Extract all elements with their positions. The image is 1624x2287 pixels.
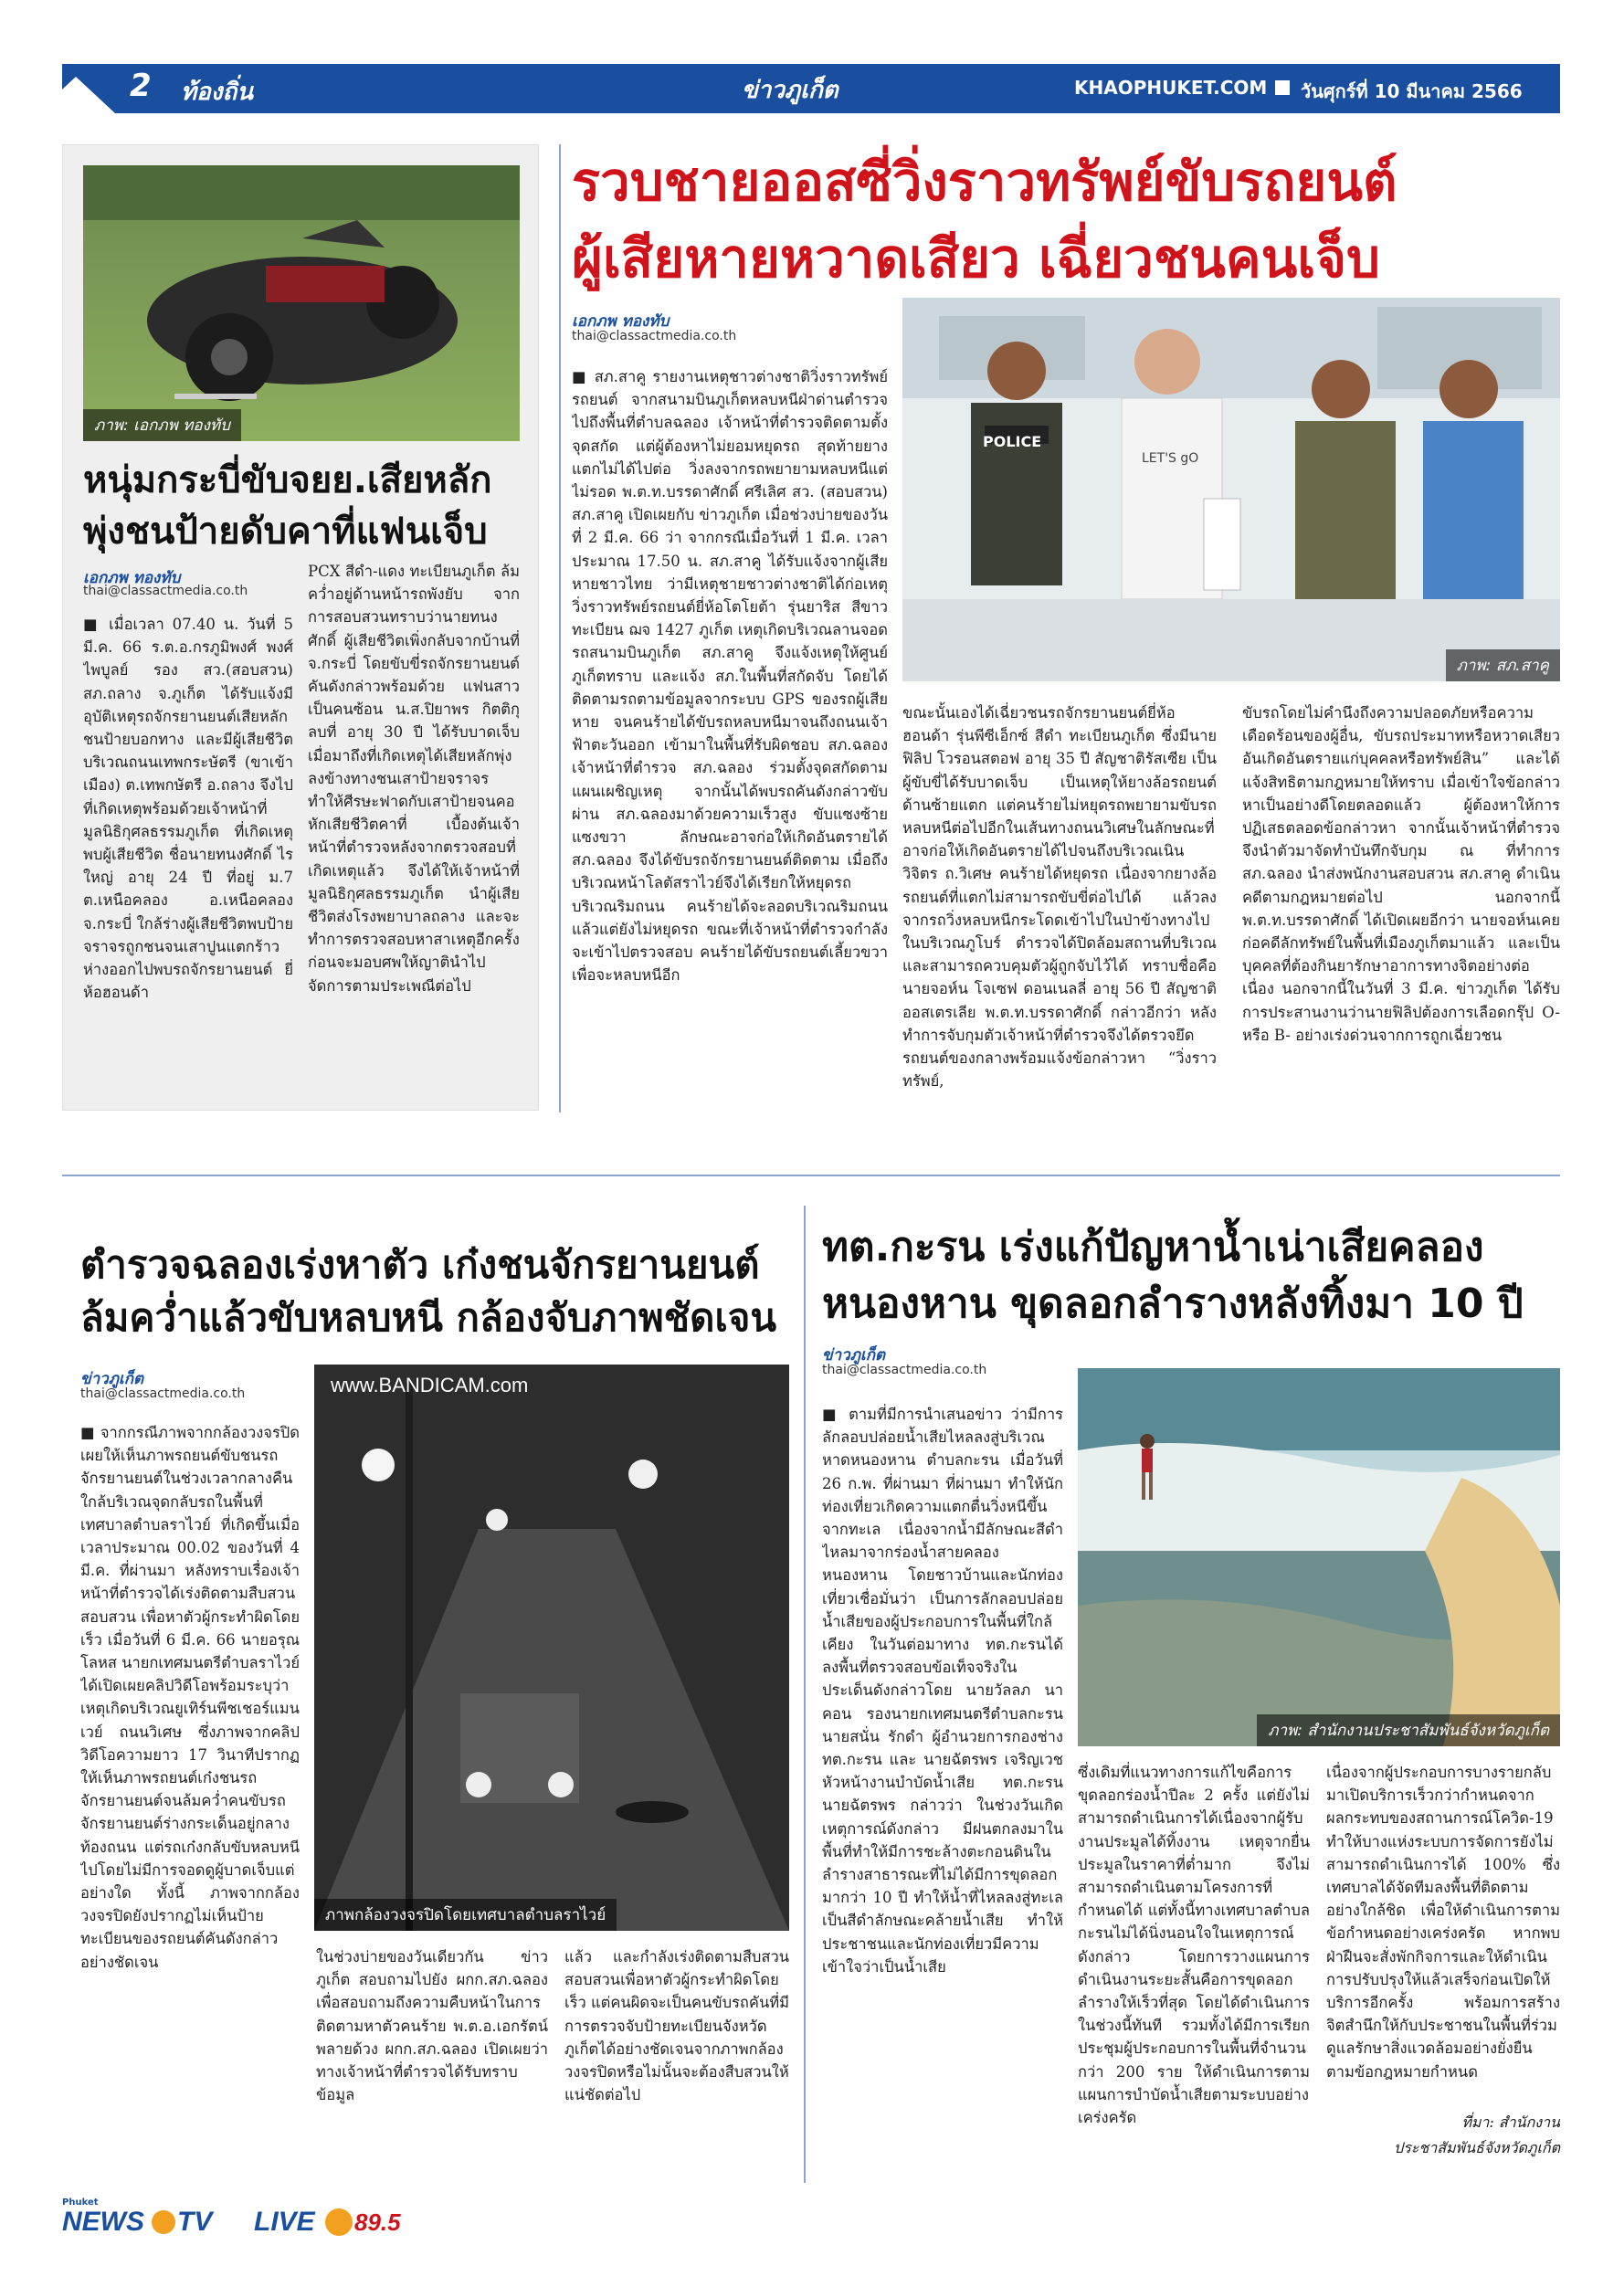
logo-live: LIVE [254,2207,315,2237]
page-number: 2 [130,68,152,104]
column-divider [804,1206,806,2183]
corner-logo-icon [62,64,115,113]
cctv-col-2: ในช่วงบ่ายของวันเดียวกัน ข่าวภูเก็ต สอบถามไปยัง ผกก.สภ.ฉลอง เพื่อสอบถามถึงความคืบหน้าในการติดตามหาตัวคนร้าย พ.ต.อ.เอกรัตน์ พลายด้วง ผกก.สภ.ฉลอง เปิดเผยว่า ทางเจ้าหน้าที่ตำรวจได้รับทราบข้อมูล [316,1948,548,2104]
section-divider [62,1175,1560,1176]
photo-caption: ภาพ: สำนักงานประชาสัมพันธ์จังหวัดภูเก็ต [1257,1714,1560,1746]
main-col-3: ขับรถโดยไม่คำนึงถึงความปลอดภัยหรือความเดือดร้อนของผู้อื่น, ขับรถประมาทหรือหวาดเสียวอันเกิดอันตรายแก่บุคคลหรือทรัพย์สิน” และได้แจ้งสิทธิตามกฎหมายให้ทราบ เมื่อเข้าใจข้อกล่าวหาเป็นอย่างดีโดยตลอดแล้ว ผู้ต้องหาให้การปฏิเสธตลอดข้อกล่าวหา จากนั้นเจ้าหน้าที่ตำรวจ จึงนำตัวมาจัดทำบันทึกจับกุม ณ ที่ทำการ สภ.ฉลอง นำส่งพนักงานสอบสวน สภ.สาคู ดำเนินคดีตามกฎหมายต่อไป นอกจากนี้ พ.ต.ท.บรรดาศักดิ์ ได้เปิดเผยอีกว่า นายจอห์นเคยก่อคดีลักทรัพย์ในพื้นที่เมืองภูเก็ตมาแล้ว และเป็นบุคคลที่ต้องกินยารักษาอาการทางจิตอย่างต่อเนื่อง นอกจากนี้ในวันที่ 3 มี.ค. ข่าวภูเก็ต ได้รับการประสานงานว่านายฟิลิปต้องการเลือดกรุ๊ป O- หรือ B- อย่างเร่งด่วนจากการถูกเฉี่ยวชน [1242,704,1560,1044]
side-story-email: thai@classactmedia.co.th [83,584,248,598]
main-headline-1: รวบชายออสซี่วิ่งราวทรัพย์ขับรถยนต์ [572,151,1397,213]
side-story-col-2: PCX สีดำ-แดง ทะเบียนภูเก็ต ล้มคว่ำอยู่ด้านหน้ารถพังยับ จากการสอบสวนทราบว่านายทนงศักดิ์ ผู้เสียชีวิตเพิ่งกลับจากบ้านที่ จ.กระบี่ โดยขับขี่รถจักรยานยนต์คันดังกล่าวพร้อมด้วย แฟนสาวเป็นคนซ้อน น.ส.ปิยาพร กิตติกุลบที่ อายุ 30 ปี ได้รับบาดเจ็บ เมื่อมาถึงที่เกิดเหตุได้เสียหลักพุ่งลงข้างทางชนเสาป้ายจราจร ทำให้ศีรษะฟาดกับเสาป้ายจนคอหักเสียชีวิตคาที่ เบื้องต้นเจ้าหน้าที่ตำรวจหลังจากตรวจสอบที่เกิดเหตุแล้ว จึงได้ให้เจ้าหน้าที่มูลนิธิกุศลธรรมภูเก็ต นำผู้เสียชีวิตส่งโรงพยาบาลถลาง และจะทำการตรวจสอบหาสาเหตุอีกครั้ง ก่อนจะมอบศพให้ญาตินำไปจัดการตามประเพณีต่อไป [308,563,520,995]
karon-headline-1: ทต.กะรน เร่งแก้ปัญหาน้ำเน่าเสียคลอง [822,1224,1484,1270]
karon-email: thai@classactmedia.co.th [822,1363,987,1377]
header-square-icon [1275,80,1290,95]
karon-source-1: ที่มา: สำนักงาน [1461,2113,1560,2131]
site-url: KHAOPHUKET.COM [1074,77,1268,99]
logo-prefix: Phuket [62,2197,99,2208]
karon-col-1: ■ ตามที่มีการนำเสนอข่าว ว่ามีการลักลอบปล่อยน้ำเสียไหลลงสู่บริเวณหาดหนองหาน ตำบลกะรน เมื่อวันที่ 26 ก.พ. ที่ผ่านมา ที่ผ่านมา ทำให้นักท่องเที่ยวเกิดความแตกตื่นวิ่งหนีขึ้นจากทะเล เนื่องจากน้ำมีลักษณะสีดำไหลมาจากร่องน้ำสายคลองหนองหาน โดยชาวบ้านและนักท่องเที่ยวเชื่อมั่นว่า เป็นการลักลอบปล่อยน้ำเสียของผู้ประกอบการในพื้นที่ใกล้เคียง ในวันต่อมาทาง ทต.กะรนได้ลงพื้นที่ตรวจสอบข้อเท็จจริงในประเด็นดังกล่าวโดย นายวัลลภ นาคอน รองนายกเทศมนตรีตำบลกะรน นายสนั่น รักดำ ผู้อำนวยการกองช่าง ทต.กะรน และ นายฉัตรพร เจริญเวช หัวหน้างานบำบัดน้ำเสีย ทต.กะรน นายฉัตรพร กล่าวว่า ในช่วงวันเกิดเหตุการณ์ดังกล่าว มีฝนตกลงมาในพื้นที่ทำให้มีการชะล้างตะกอนดินในลำรางสาธารณะที่ไม่ได้มีการขุดลอกมากว่า 10 ปี ทำให้น้ำที่ไหลลงสู่ทะเลเป็นสีดำลักษณะคล้ายน้ำเสีย ทำให้ประชาชนและนักท่องเที่ยวมีความเข้าใจว่าเป็นน้ำเสีย [822,1406,1063,1976]
cctv-watermark: www.BANDICAM.com [331,1374,529,1396]
play-icon [152,2210,175,2234]
side-story-box [62,144,539,1111]
section-name: ท้องถิ่น [181,79,253,106]
main-byline: เอกภพ ทองทับ [572,312,670,331]
karon-col-3: เนื่องจากผู้ประกอบการบางรายกลับมาเปิดบริการเร็วกว่ากำหนดจากผลกระทบของสถานการณ์โควิด-19 ทำให้บางแห่งระบบการจัดการยังไม่สามารถดำเนินการได้ 100% ซึ่งเทศบาลได้จัดทีมลงพื้นที่ติดตามอย่างใกล้ชิด เพื่อให้ดำเนินการตามข้อกำหนดอย่างเคร่งครัด หากพบฝ่าฝืนจะสั่งพักกิจการและให้ดำเนินการปรับปรุงให้แล้วเสร็จก่อนเปิดให้บริการอีกครั้ง พร้อมการสร้างจิตสำนึกให้กับประชาชนในพื้นที่ร่วมดูแลรักษาสิ่งแวดล้อมอย่างยั่งยืนตามข้อกฎหมายกำหนด [1326,1764,1560,2081]
beach-photo [1078,1368,1560,1746]
motorcycle-crash-photo [83,165,520,441]
shirt-text: LET'S gO [1142,451,1199,466]
cctv-headline-2: ล้มคว่ำแล้วขับหลบหนี กล้องจับภาพชัดเจน [80,1295,777,1340]
photo-caption: ภาพกล้องวงจรปิดโดยเทศบาลตำบลราไวย์ [314,1899,617,1931]
radio-circle-icon [325,2208,353,2236]
main-col-2: ขณะนั้นเองได้เฉี่ยวชนรถจักรยานยนต์ยี่ห้อฮอนด้า รุ่นพีซีเอ็กซ์ สีดำ ทะเบียนภูเก็ต ซึ่งมีนายฟิลิป โวรอนสตอฟ อายุ 35 ปี สัญชาติรัสเซีย เป็นผู้ขับขี่ได้รับบาดเจ็บ เป็นเหตุให้ยางล้อรถยนต์ด้านซ้ายแตก แต่คนร้ายไม่หยุดรถพยายามขับรถหลบหนีต่อไปอีกในเส้นทางถนนวิเศษในลักษณะที่อาจก่อให้เกิดอันตรายได้ไปจนถึงบริเวณเนินวิจิตร ถ.วิเศษ คนร้ายได้หยุดรถ เนื่องจากยางล้อรถยนต์ที่แตกไม่สามารถขับขี่ต่อไปได้ แล้วลงจากรถวิ่งหลบหนีกระโดดเข้าไปในป่าข้างทางไปในบริเวณภูโบร์ ตำรวจได้ปิดล้อมสถานที่บริเวณและสามารถควบคุมตัวผู้ถูกจับไว้ได้ ทราบชื่อคือ นายจอห์น โจเซฟ ดอนเนลลี่ อายุ 56 ปี สัญชาติออสเตรเลีย พ.ต.ท.บรรดาศักดิ์ กล่าวอีกว่า หลังทำการจับกุมตัวเจ้าหน้าที่ตำรวจจึงได้ตรวจยึดรถยนต์ของกลางพร้อมแจ้งข้อกล่าวหา “วิ่งราวทรัพย์, [902,704,1217,1091]
photo-caption: ภาพ: เอกภพ ทองทับ [83,409,241,441]
karon-col-2: ซึ่งเดิมที่แนวทางการแก้ไขคือการขุดลอกร่องน้ำปีละ 2 ครั้ง แต่ยังไม่สามารถดำเนินการได้เนื่องจากผู้รับงานประมูลได้ทิ้งงาน เหตุจากยื่นประมูลในราคาที่ต่ำมาก จึงไม่สามารถดำเนินตามโครงการที่กำหนดได้ แต่ทั้งนี้ทางเทศบาลตำบลกะรนไม่ได้นิ่งนอนใจในเหตุการณ์ดังกล่าว โดยการวางแผนการดำเนินงานระยะสั้นคือการขุดลอกลำรางให้เร็วที่สุด โดยได้ดำเนินการในช่วงนี้ทันที รวมทั้งได้มีการเรียกประชุมผู้ประกอบการในพื้นที่จำนวนกว่า 200 ราย ให้ดำเนินการตามแผนการบำบัดน้ำเสียตามระบบอย่างเคร่งครัด [1078,1764,1310,2127]
cctv-photo [314,1365,789,1931]
cctv-col-1: ■ จากกรณีภาพจากกล้องวงจรปิดเผยให้เห็นภาพรถยนต์ขับชนรถจักรยานยนต์ในช่วงเวลากลางคืน ใกล้บริเวณจุดกลับรถในพื้นที่เทศบาลตำบลราไวย์ ที่เกิดขึ้นเมื่อเวลาประมาณ 00.02 ของวันที่ 4 มี.ค. ที่ผ่านมา หลังทราบเรื่องเจ้าหน้าที่ตำรวจได้เร่งติดตามสืบสวนสอบสวน เพื่อหาตัวผู้กระทำผิดโดยเร็ว เมื่อวันที่ 6 มี.ค. 66 นายอรุณ โลหส นายกเทศมนตรีตำบลราไวย์ ได้เปิดเผยคลิปวิดีโอพร้อมระบุว่าเหตุเกิดบริเวณยูเทิร์นพีชเชอร์แมนเวย์ ถนนวิเศษ ซึ่งภาพจากคลิปวิดีโอความยาว 17 วินาทีปรากฏให้เห็นภาพรถยนต์เก๋งชนรถจักรยานยนต์จนล้มคว่ำคนขับรถจักรยานยนต์ร่างกระเด็นอยู่กลางท้องถนน แต่รถเก๋งกลับขับหลบหนีไปโดยไม่มีการจอดดูผู้บาดเจ็บแต่อย่างใด ทั้งนี้ ภาพจากกล้องวงจรปิดยังปรากฏไม่เห็นป้ายทะเบียนของรถยนต์คันดังกล่าวอย่างชัดเจน [80,1424,300,1971]
side-story-byline: เอกภพ ทองทับ [83,569,181,587]
karon-source-2: ประชาสัมพันธ์จังหวัดภูเก็ต [1394,2139,1560,2156]
cctv-email: thai@classactmedia.co.th [80,1386,246,1401]
cctv-byline: ข่าวภูเก็ต [80,1370,144,1388]
police-vest-text: POLICE [983,433,1042,450]
cctv-headline-1: ตำรวจฉลองเร่งหาตัว เก๋งชนจักรยานยนต์ [80,1242,760,1287]
main-email: thai@classactmedia.co.th [572,329,737,343]
page-header [62,64,1560,113]
issue-date: วันศุกร์ที่ 10 มีนาคม 2566 [1301,80,1523,102]
karon-byline: ข่าวภูเก็ต [822,1346,886,1365]
side-story-headline-1: หนุ่มกระบี่ขับจยย.เสียหลัก [83,459,492,501]
column-divider [559,144,561,1112]
side-story-headline-2: พุ่งชนป้ายดับคาที่แฟนเจ็บ [83,511,488,553]
logo-frequency: 89.5 [354,2208,401,2236]
photo-caption: ภาพ: สภ.สาคู [1446,649,1560,681]
logo-tv: TV [177,2207,213,2237]
side-story-col-1: ■ เมื่อเวลา 07.40 น. วันที่ 5 มี.ค. 66 ร.ต.อ.กรภูมิพงศ์ พงศ์ไพบูลย์ รอง สว.(สอบสวน) สภ.ถลาง จ.ภูเก็ต ได้รับแจ้งมีอุบัติเหตุรถจักรยานยนต์เสียหลักชนป้ายบอกทาง และมีผู้เสียชีวิตบริเวณถนนเทพกระษัตรี (ขาเข้าเมือง) ต.เทพกษัตรี อ.ถลาง จึงไปที่เกิดเหตุพร้อมด้วยเจ้าหน้าที่มูลนิธิกุศลธรรมภูเก็ต ที่เกิดเหตุพบผู้เสียชีวิต ชื่อนายทนงศักดิ์ ไรใหญ่ อายุ 24 ปี ที่อยู่ ม.7 ต.เหนือคลอง อ.เหนือคลอง จ.กระบี่ ใกล้ร่างผู้เสียชีวิตพบป้ายจราจรถูกชนจนเสาปูนแตกร้าว ห่างออกไปพบรถจักรยานยนต์ ยี่ห้อฮอนด้า [83,616,293,1002]
footer-logos [62,2196,519,2250]
motorcycle-icon [83,165,520,441]
karon-headline-2: หนองหาน ขุดลอกลำรางหลังทิ้งมา 10 ปี [822,1281,1524,1327]
main-col-1: ■ สภ.สาคู รายงานเหตุชาวต่างชาติวิ่งราวทรัพย์รถยนต์ จากสนามบินภูเก็ตหลบหนีฝ่าด่านตำรวจไปถึงพื้นที่ตำบลฉลอง เจ้าหน้าที่ตำรวจติดตามตั้งจุดสกัด แต่ผู้ต้องหาไม่ยอมหยุดรถ สุดท้ายยางแตกไม่ได้ไปต่อ วิ่งลงจากรถพยายามหลบหนีแต่ไม่รอด พ.ต.ท.บรรดาศักดิ์ ศรีเลิศ สว. (สอบสวน) สภ.สาคู เปิดเผยกับ ข่าวภูเก็ต เมื่อช่วงบ่ายของวันที่ 2 มี.ค. 66 ว่า จากกรณีเมื่อวันที่ 1 มี.ค. เวลาประมาณ 17.50 น. สภ.สาคู ได้รับแจ้งจากผู้เสียหายชาวไทย ว่ามีเหตุชายชาวต่างชาติได้ก่อเหตุวิ่งราวทรัพย์รถยนต์ยี่ห้อโตโยต้า รุ่นยาริส สีขาว ทะเบียน ฌจ 1427 ภูเก็ต เหตุเกิดบริเวณลานจอดรถสนามบินภูเก็ต สภ.สาคู จึงแจ้งเหตุให้ศูนย์ภูเก็ตทราบ และแจ้ง สภ.ในพื้นที่สกัดจับ โดยได้ติดตามรถตามข้อมูลจากระบบ GPS ของรถผู้เสียหาย จนคนร้ายได้ขับรถหลบหนีมาจนถึงถนนเจ้าฟ้าตะวันออก เข้ามาในพื้นที่รับผิดชอบ สภ.ฉลอง เจ้าหน้าที่ตำรวจ สภ.ฉลอง ร่วมตั้งจุดสกัดตามแผนเผชิญเหตุ จากนั้นได้พบรถคันดังกล่าวขับผ่าน สภ.ฉลองมาด้วยความเร็วสูง ขับแซงซ้ายแซงขวา ลักษณะอาจก่อให้เกิดอันตรายได้ สภ.ฉลอง จึงได้ขับรถจักรยานยนต์ติดตาม เมื่อถึงบริเวณหน้าโลตัสราไวย์จึงได้เรียกให้หยุดรถบริเวณริมถนน คนร้ายได้จะลอดบริเวณริมถนนแล้วแต่ยังไม่หยุดรถ ขณะที่เจ้าหน้าที่ตำรวจกำลังจะเข้าไปตรวจสอบ คนร้ายได้ขับรถยนต์เลี้ยวขวาเพื่อจะหลบหนีอีก [572,368,888,985]
cctv-col-3: แล้ว และกำลังเร่งติดตามสืบสวนสอบสวนเพื่อหาตัวผู้กระทำผิดโดยเร็ว แต่คนผิดจะเป็นคนขับรถคันที่มีการตรวจจับป้ายทะเบียนจังหวัดภูเก็ตได้อย่างชัดเจนจากภาพกล้องวงจรปิดหรือไม่นั้นจะต้องสืบสวนให้แน่ชัดต่อไป [564,1948,789,2104]
masthead-logo: ข่าวภูเก็ต [742,77,838,104]
arrest-photo [902,298,1560,681]
logo-news: NEWS [62,2207,144,2237]
main-headline-2: ผู้เสียหายหวาดเสียว เฉี่ยวชนคนเจ็บ [572,227,1380,290]
